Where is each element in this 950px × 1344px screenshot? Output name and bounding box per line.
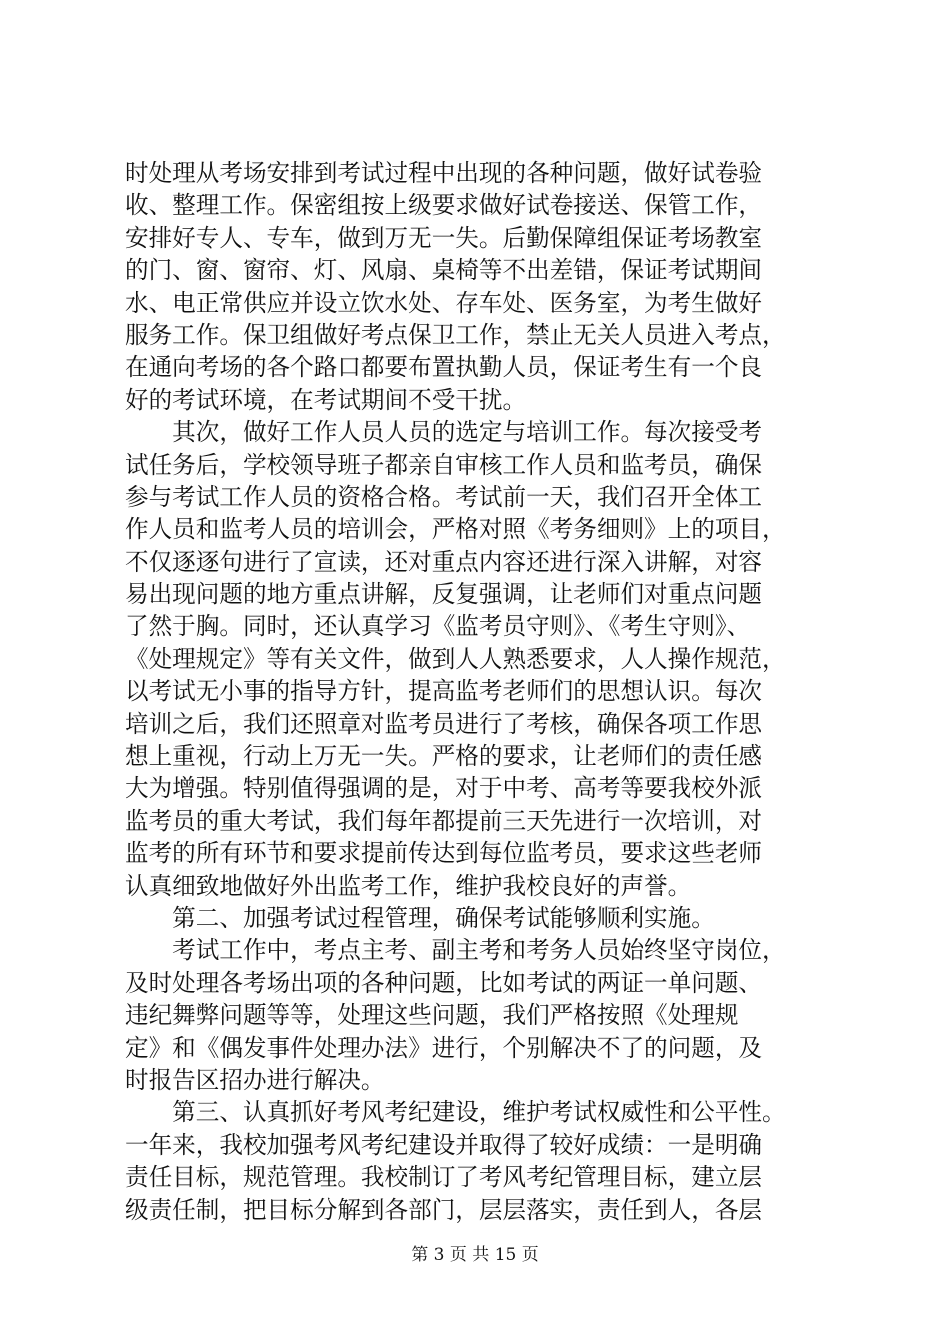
text-line: 易出现问题的地方重点讲解，反复强调，让老师们对重点问题 bbox=[125, 580, 763, 609]
text-line: 认真细致地做好外出监考工作，维护我校良好的声誉。 bbox=[125, 871, 692, 900]
text-line: 监考的所有环节和要求提前传达到每位监考员，要求这些老师 bbox=[125, 839, 763, 868]
text-line: 责任目标，规范管理。我校制订了考风考纪管理目标，建立层 bbox=[125, 1163, 763, 1192]
body-text bbox=[125, 157, 835, 1226]
text-line: 其次，做好工作人员人员的选定与培训工作。每次接受考 bbox=[125, 418, 763, 447]
text-line: 违纪舞弊问题等等，处理这些问题，我们严格按照《处理规 bbox=[125, 1001, 739, 1030]
text-line: 考试工作中，考点主考、副主考和考务人员始终坚守岗位， bbox=[125, 936, 786, 965]
page-number-footer: 第 3 页 共 15 页 bbox=[411, 1245, 539, 1265]
text-line: 时处理从考场安排到考试过程中出现的各种问题，做好试卷验 bbox=[125, 159, 763, 187]
text-line: 安排好专人、专车，做到万无一失。后勤保障组保证考场教室 bbox=[125, 223, 763, 252]
text-line: 第二、加强考试过程管理，确保考试能够顺利实施。 bbox=[125, 903, 715, 932]
text-line: 《处理规定》等有关文件，做到人人熟悉要求，人人操作规范， bbox=[125, 644, 786, 673]
text-line: 培训之后，我们还照章对监考员进行了考核，确保各项工作思 bbox=[125, 709, 763, 738]
text-line: 一年来，我校加强考风考纪建设并取得了较好成绩：一是明确 bbox=[125, 1130, 763, 1159]
text-line: 大为增强。特别值得强调的是，对于中考、高考等要我校外派 bbox=[125, 774, 763, 803]
text-line: 以考试无小事的指导方针，提高监考老师们的思想认识。每次 bbox=[125, 677, 763, 706]
text-line: 不仅逐逐句进行了宣读，还对重点内容还进行深入讲解，对容 bbox=[125, 547, 763, 576]
text-line: 想上重视，行动上万无一失。严格的要求，让老师们的责任感 bbox=[125, 742, 763, 771]
text-line: 定》和《偶发事件处理办法》进行，个别解决不了的问题，及 bbox=[125, 1033, 763, 1062]
text-line: 服务工作。保卫组做好考点保卫工作，禁止无关人员进入考点， bbox=[125, 320, 786, 349]
text-line: 的门、窗、窗帘、灯、风扇、桌椅等不出差错，保证考试期间 bbox=[125, 256, 763, 285]
text-line: 作人员和监考人员的培训会，严格对照《考务细则》上的项目， bbox=[125, 515, 786, 544]
text-line: 参与考试工作人员的资格合格。考试前一天，我们召开全体工 bbox=[125, 482, 763, 511]
text-line: 在通向考场的各个路口都要布置执勤人员，保证考生有一个良 bbox=[125, 353, 763, 382]
text-line: 好的考试环境，在考试期间不受干扰。 bbox=[125, 385, 527, 414]
text-line: 时报告区招办进行解决。 bbox=[125, 1065, 385, 1094]
text-line: 了然于胸。同时，还认真学习《监考员守则》、《考生守则》、 bbox=[125, 612, 751, 641]
text-line: 及时处理各考场出项的各种问题，比如考试的两证一单问题、 bbox=[125, 968, 763, 997]
text-line: 第三、认真抓好考风考纪建设，维护考试权威性和公平性。 bbox=[125, 1098, 786, 1127]
text-line: 收、整理工作。保密组按上级要求做好试卷接送、保管工作， bbox=[125, 191, 763, 220]
text-line: 级责任制，把目标分解到各部门，层层落实，责任到人，各层 bbox=[125, 1195, 763, 1224]
text-line: 水、电正常供应并设立饮水处、存车处、医务室，为考生做好 bbox=[125, 288, 763, 317]
text-line: 监考员的重大考试，我们每年都提前三天先进行一次培训，对 bbox=[125, 806, 763, 835]
text-line: 试任务后，学校领导班子都亲自审核工作人员和监考员，确保 bbox=[125, 450, 763, 479]
